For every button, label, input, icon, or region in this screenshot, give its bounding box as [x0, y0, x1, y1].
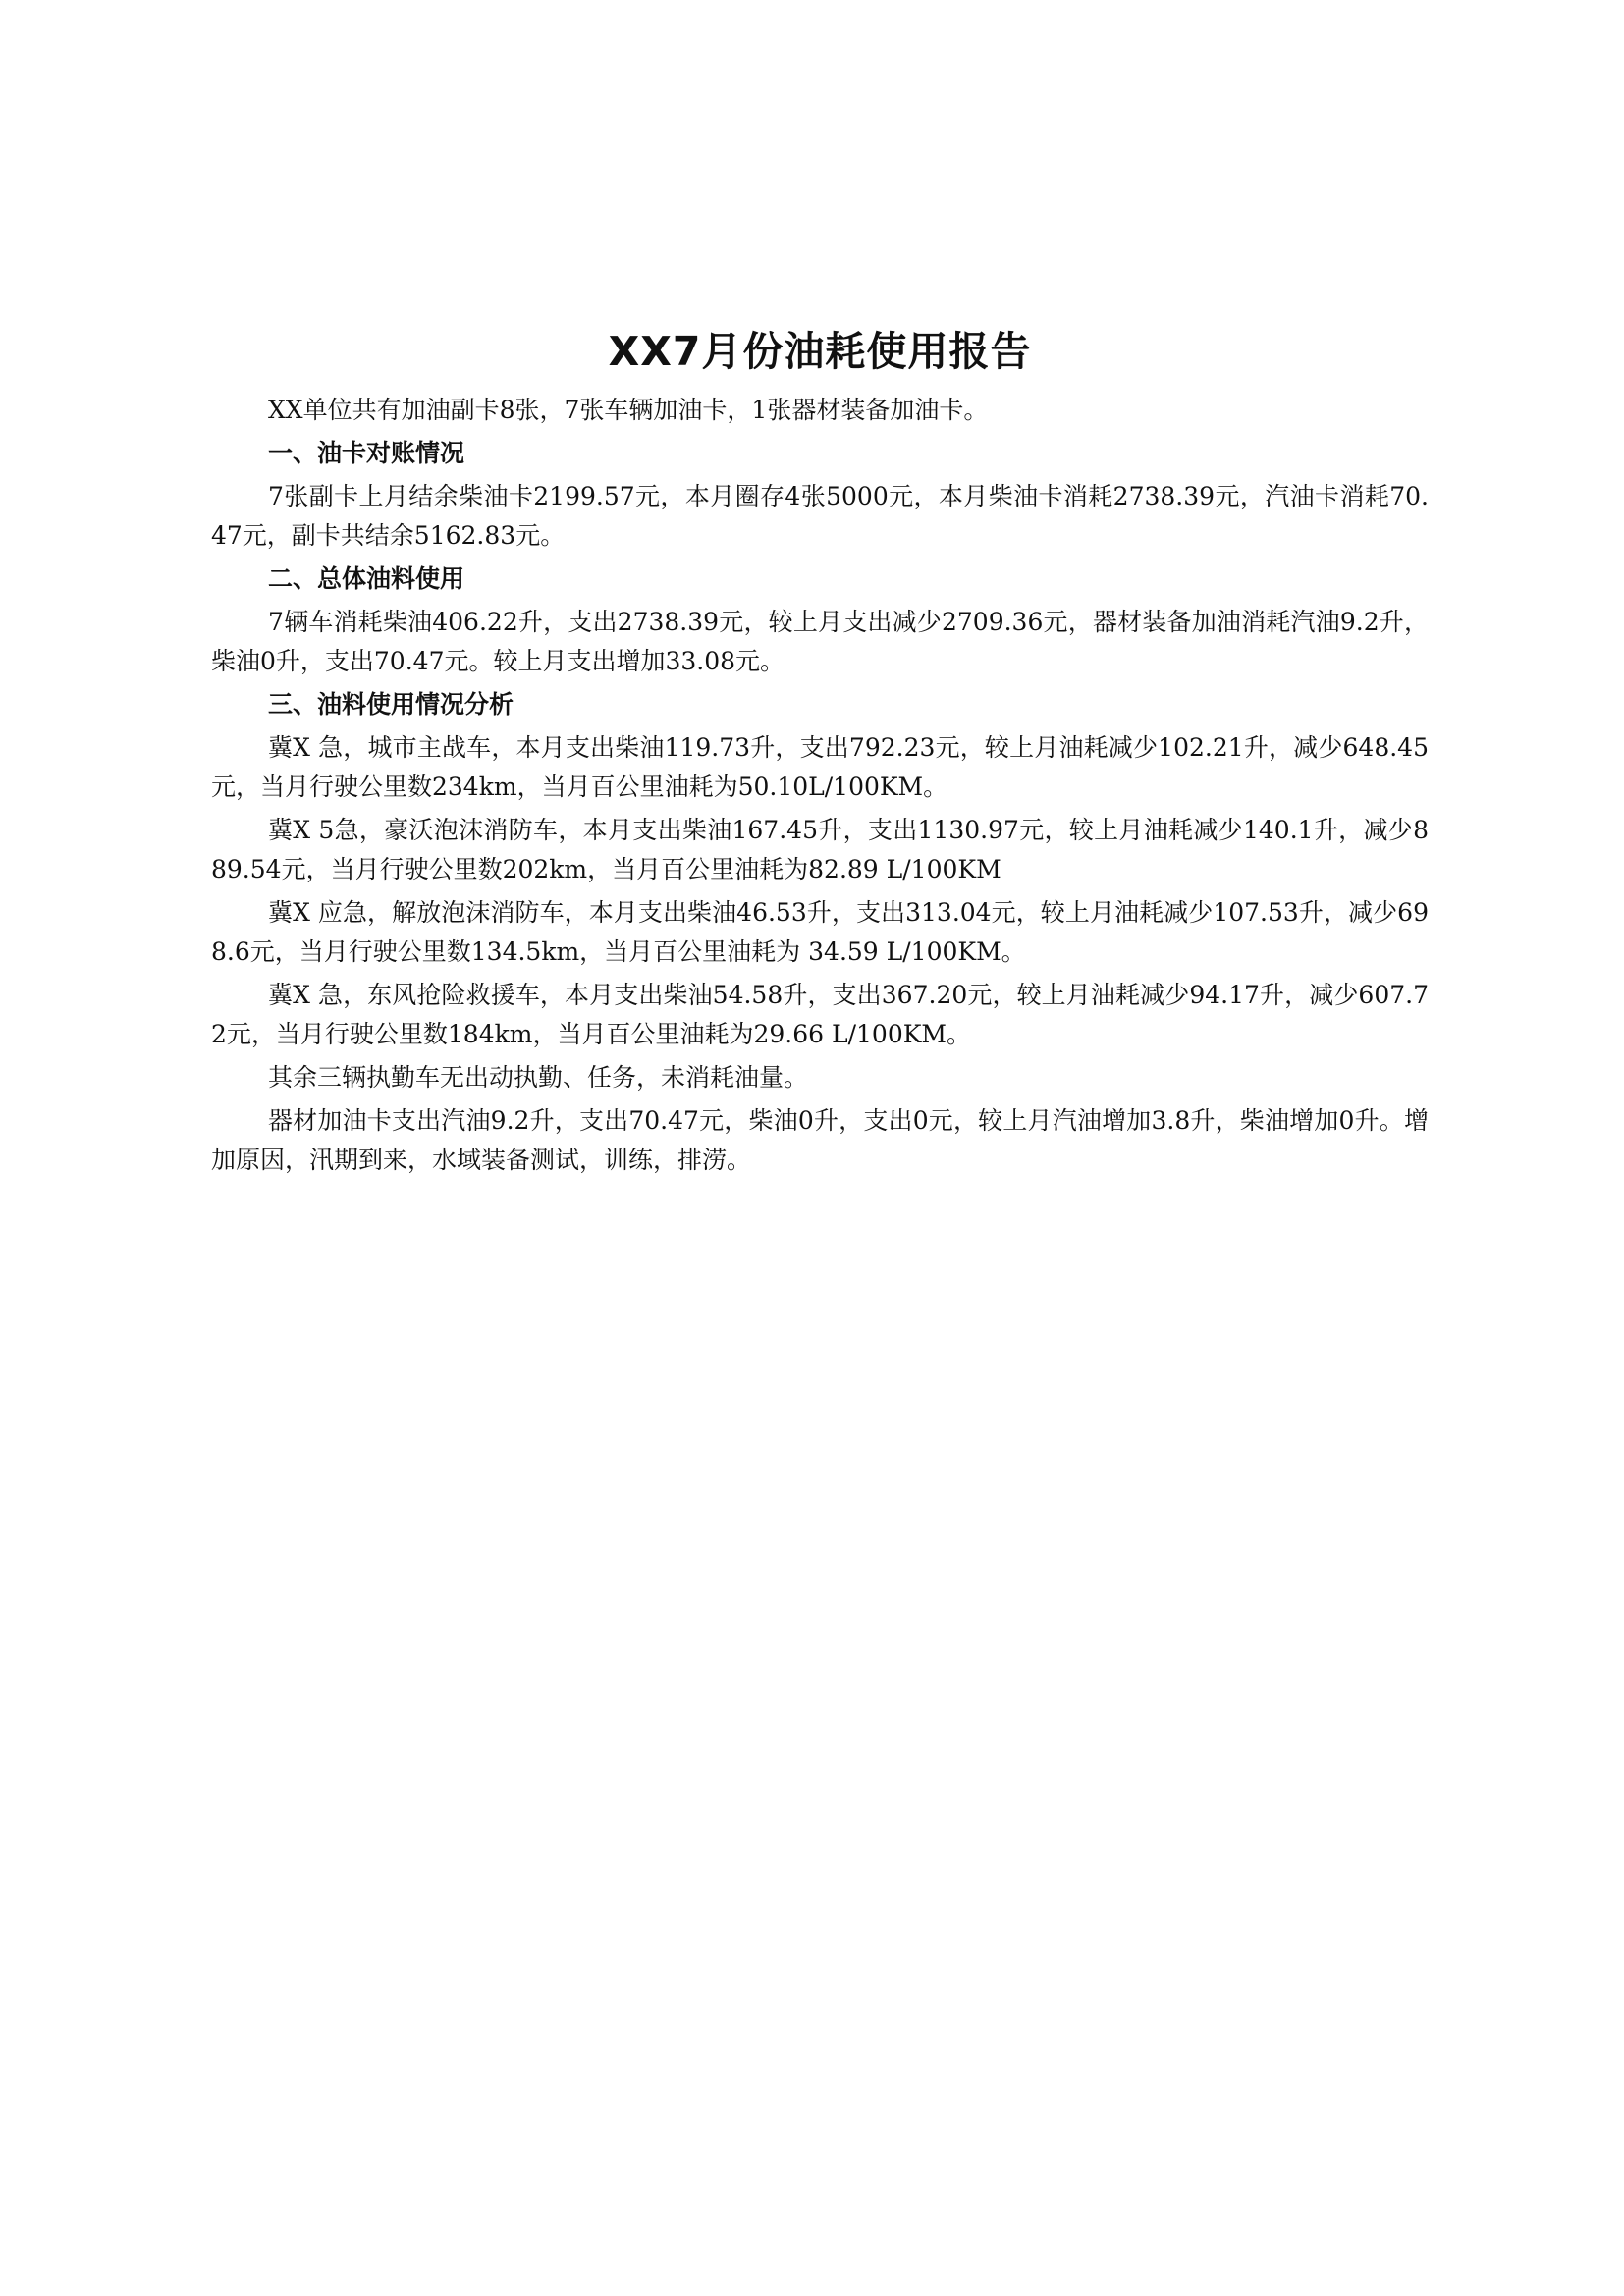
paragraph-vehicle-howo-foam: 冀X 5急，豪沃泡沫消防车，本月支出柴油167.45升，支出1130.97元，较上月油耗减少140.1升，减少889.54元，当月行驶公里数202km，当月百公里油耗为82.89 L/100KM	[211, 816, 1429, 883]
paragraph-vehicle-city-main: 冀X 急，城市主战车，本月支出柴油119.73升，支出792.23元，较上月油耗减少102.21升，减少648.45元，当月行驶公里数234km，当月百公里油耗为50.10L/100KM。	[211, 733, 1429, 801]
section-heading-overall-usage: 二、总体油料使用	[268, 564, 465, 593]
paragraph-other-vehicles: 其余三辆执勤车无出动执勤、任务，未消耗油量。	[268, 1063, 809, 1092]
intro-paragraph: XX单位共有加油副卡8张，7张车辆加油卡，1张器材装备加油卡。	[268, 396, 989, 424]
paragraph-vehicle-jiefang-foam: 冀X 应急，解放泡沫消防车，本月支出柴油46.53升，支出313.04元，较上月油耗减少107.53升，减少698.6元，当月行驶公里数134.5km，当月百公里油耗为 34.59 L/100KM。	[211, 898, 1429, 966]
section-heading-usage-analysis: 三、油料使用情况分析	[268, 690, 514, 719]
paragraph-equipment-card: 器材加油卡支出汽油9.2升，支出70.47元，柴油0升，支出0元，较上月汽油增加3.8升，柴油增加0升。增加原因，汛期到来，水域装备测试，训练，排涝。	[211, 1106, 1429, 1174]
paragraph-card-reconciliation: 7张副卡上月结余柴油卡2199.57元，本月圈存4张5000元，本月柴油卡消耗2738.39元，汽油卡消耗70.47元，副卡共结余5162.83元。	[211, 482, 1429, 550]
report-title: XX7月份油耗使用报告	[608, 328, 1032, 375]
section-heading-card-reconciliation: 一、油卡对账情况	[268, 439, 465, 467]
paragraph-vehicle-dongfeng-rescue: 冀X 急，东风抢险救援车，本月支出柴油54.58升，支出367.20元，较上月油耗减少94.17升，减少607.72元，当月行驶公里数184km，当月百公里油耗为29.66 L/100KM。	[211, 981, 1429, 1048]
report-page	[211, 324, 1429, 1184]
paragraph-overall-usage: 7辆车消耗柴油406.22升，支出2738.39元，较上月支出减少2709.36元，器材装备加油消耗汽油9.2升，柴油0升，支出70.47元。较上月支出增加33.08元。	[211, 608, 1429, 675]
